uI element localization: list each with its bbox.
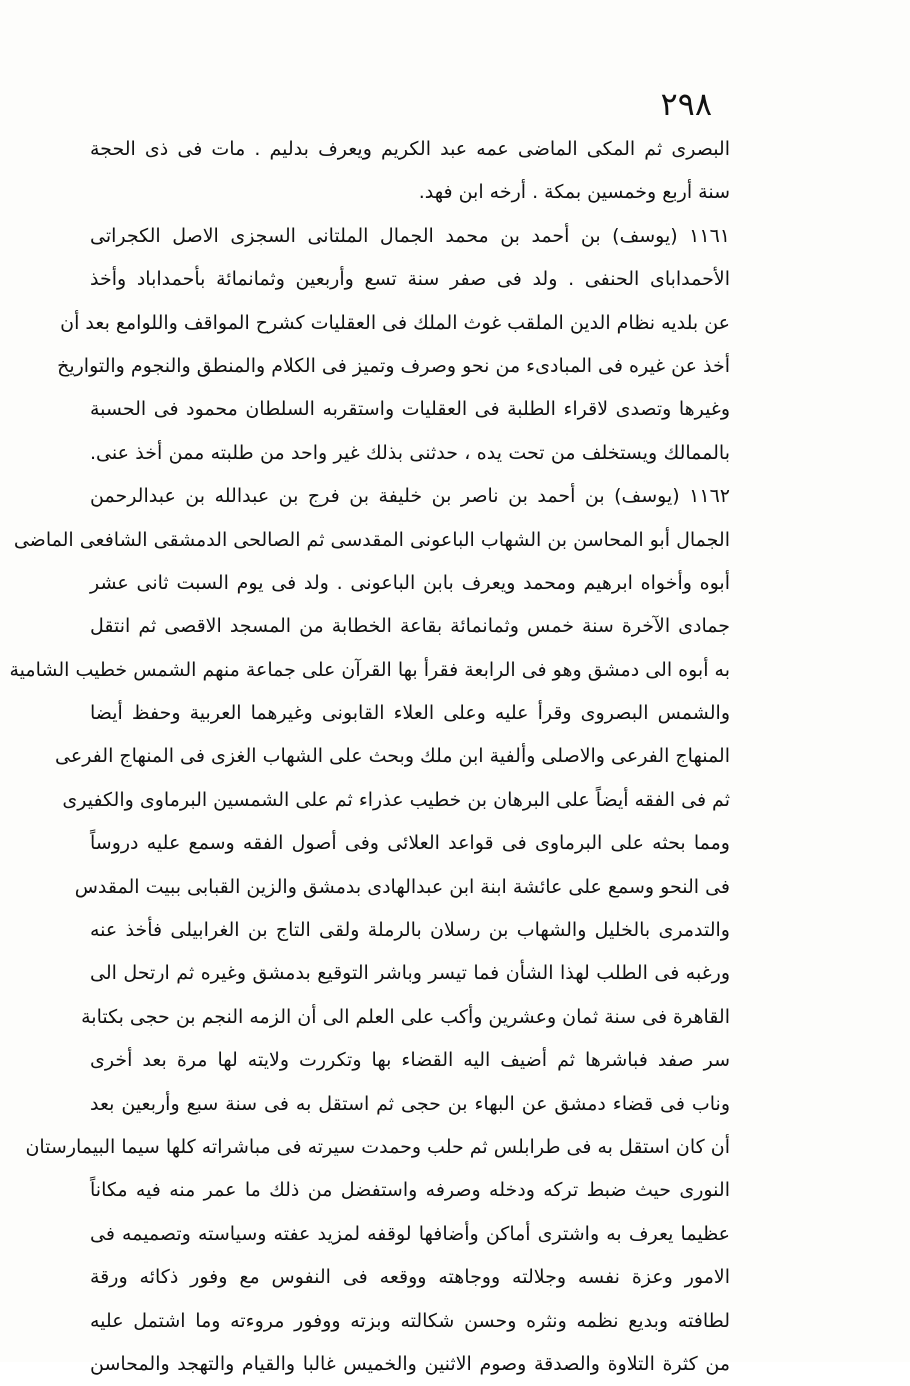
text-line: ورغبه فى الطلب لهذا الشأن فما تيسر وباشر التوقيع بدمشق وغيره ثم ارتحل الى	[90, 962, 730, 985]
text-line: البصرى ثم المكى الماضى عمه عبد الكريم ويعرف بدليم . مات فى ذى الحجة	[90, 138, 730, 160]
entry-1161-start: ١١٦١ (يوسف) بن أحمد بن محمد الجمال الملتانى السجزى الاصل الكجراتى	[90, 224, 730, 247]
page-number: ٢٩٨	[660, 85, 712, 123]
text-line: والتدمرى بالخليل والشهاب بن رسلان بالرملة ولقى التاج بن الغرابيلى فأخذ عنه	[90, 919, 730, 942]
text-line: عظيما يعرف به واشترى أماكن وأضافها لوقفه لمزيد عفته وسياسته وتصميمه فى	[90, 1222, 730, 1245]
text-line: به أبوه الى دمشق وهو فى الرابعة فقرأ بها القرآن على جماعة منهم الشمس خطيب الشامية	[9, 658, 730, 681]
entry-1162-start: ١١٦٢ (يوسف) بن أحمد بن ناصر بن خليفة بن فرج بن عبدالله بن عبدالرحمن	[90, 485, 730, 508]
text-line: من كثرة التلاوة والصدقة وصوم الاثنين والخميس غالبا والقيام والتهجد والمحاسن	[90, 1352, 730, 1375]
text-line: المنهاج الفرعى والاصلى وألفية ابن ملك وبحث على الشهاب الغزى فى المنهاج الفرعى	[55, 745, 730, 768]
text-line: بالممالك ويستخلف من تحت يده ، حدثنى بذلك غير واحد من طلبته ممن أخذ عنى.	[90, 441, 730, 464]
text-line: جمادى الآخرة سنة خمس وثمانمائة بقاعة الخطابة من المسجد الاقصى ثم انتقل	[90, 615, 730, 638]
text-line: فى النحو وسمع على عائشة ابنة ابن عبدالهادى بدمشق والزين القبابى ببيت المقدس	[74, 875, 730, 898]
text-line: الامور وعزة نفسه وجلالته ووجاهته ووقعه فى النفوس مع وفور ذكائه ورقة	[90, 1266, 730, 1289]
text-line: الأحمداباى الحنفى . ولد فى صفر سنة تسع وأربعين وثمانمائة بأحمداباد وأخذ	[90, 268, 730, 291]
text-line: وناب فى قضاء دمشق عن البهاء بن حجى ثم استقل به فى سنة سبع وأربعين بعد	[90, 1092, 730, 1115]
text-line: أن كان استقل به فى طرابلس ثم حلب وحمدت سيرته فى مباشراته كلها سيما البيمارستان	[25, 1135, 730, 1158]
text-line: وغيرها وتصدى لاقراء الطلبة فى العقليات واستقربه السلطان محمود فى الحسبة	[90, 398, 730, 421]
text-line: والشمس البصروى وقرأ عليه وعلى العلاء القابونى وغيرهما العربية وحفظ أيضا	[90, 702, 730, 725]
text-line: سر صفد فباشرها ثم أضيف اليه القضاء بها وتكررت ولايته لها مرة بعد أخرى	[90, 1049, 730, 1072]
text-line: عن بلديه نظام الدين الملقب غوث الملك فى العقليات كشرح المواقف واللوامع بعد أن	[60, 311, 730, 334]
text-line: أخذ عن غيره فى المبادىء من نحو وصرف وتميز فى الكلام والمنطق والنجوم والتواريخ	[57, 354, 730, 377]
text-line: أبوه وأخواه ابرهيم ومحمد ويعرف بابن الباعونى . ولد فى يوم السبت ثانى عشر	[90, 571, 730, 594]
text-line: النورى حيث ضبط تركه ودخله وصرفه واستفضل من ذلك ما عمر منه فيه مكاناً	[90, 1179, 730, 1202]
text-line: لطافته وبديع نظمه ونثره وحسن شكالته وبزته ووفور مروءته وما اشتمل عليه	[90, 1309, 730, 1332]
text-line: ومما بحثه على البرماوى فى قواعد العلائى وفى أصول الفقه وسمع عليه دروساً	[90, 832, 730, 855]
text-line: ثم فى الفقه أيضاً على البرهان بن خطيب عذراء ثم على الشمسين البرماوى والكفيرى	[62, 788, 730, 811]
text-line: سنة أربع وخمسين بمكة . أرخه ابن فهد.	[418, 181, 730, 204]
text-line: القاهرة فى سنة ثمان وعشرين وأكب على العلم الى أن الزمه النجم بن حجى بكتابة	[81, 1005, 730, 1028]
body-text	[9, 128, 730, 1386]
text-line: الجمال أبو المحاسن بن الشهاب الباعونى المقدسى ثم الصالحى الدمشقى الشافعى الماضى	[13, 528, 730, 551]
